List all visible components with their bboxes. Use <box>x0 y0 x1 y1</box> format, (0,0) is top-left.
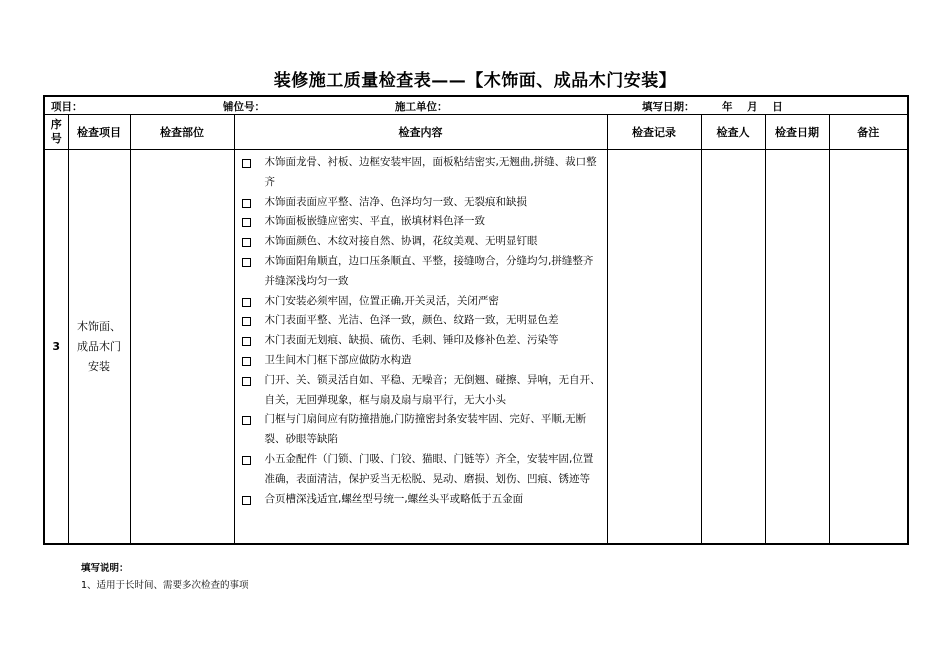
check-item-text: 门开、关、锁灵活自如、平稳、无噪音；无倒翘、碰擦、异响，无自开、自关，无回弹现象，框与扇及扇与扇平行，无大小头 <box>264 373 601 406</box>
check-item-text: 木饰面颜色、木纹对接自然、协调，花纹美观、无明显钉眼 <box>264 235 538 248</box>
header-inspector: 检查人 <box>701 115 765 150</box>
check-item-text: 木饰面龙骨、衬板、边框安装牢固，面板粘结密实,无翘曲,拼缝、裁口整齐 <box>264 156 597 188</box>
checkbox-icon[interactable] <box>242 199 251 208</box>
check-item-text: 木饰面板嵌缝应密实、平直，嵌填材料色泽一致 <box>264 215 485 228</box>
check-item <box>239 410 603 450</box>
check-item <box>239 252 603 292</box>
check-item <box>239 450 603 490</box>
header-row <box>44 115 908 150</box>
page-title: 装修施工质量检查表——【木饰面、成品木门安装】 <box>273 71 677 91</box>
checkbox-icon[interactable] <box>242 337 251 346</box>
check-item <box>239 351 603 371</box>
header-inspect-date: 检查日期 <box>765 115 829 150</box>
checkbox-icon[interactable] <box>242 159 251 168</box>
check-item-text: 木门表面无划痕、缺损、硫伤、毛刺、锤印及修补色差、污染等 <box>264 334 559 347</box>
checkbox-icon[interactable] <box>242 496 251 505</box>
date-label: 填写日期： <box>642 101 695 113</box>
row-record[interactable] <box>607 150 701 545</box>
check-item <box>239 331 603 351</box>
checkbox-icon[interactable] <box>242 258 251 267</box>
checkbox-icon[interactable] <box>242 298 251 307</box>
checkbox-icon[interactable] <box>242 416 251 425</box>
inspection-table <box>43 95 909 545</box>
check-item <box>239 212 603 232</box>
check-list <box>239 153 603 509</box>
row-item: 木饰面、 成品木门 安装 <box>68 150 130 545</box>
checkbox-icon[interactable] <box>242 357 251 366</box>
checkbox-icon[interactable] <box>242 218 251 227</box>
contractor-label: 施工单位： <box>395 101 448 113</box>
row-inspector[interactable] <box>701 150 765 545</box>
unit-no-label: 铺位号： <box>223 101 265 113</box>
check-item-text: 木门安装必须牢固，位置正确,开关灵活，关闭严密 <box>264 294 499 307</box>
header-content: 检查内容 <box>234 115 607 150</box>
header-item: 检查项目 <box>68 115 130 150</box>
check-item-text: 木饰面阳角顺直，边口压条顺直、平整，接缝吻合，分缝均匀,拼缝整齐并缝深浅均匀一致 <box>264 254 594 287</box>
row-remarks[interactable] <box>829 150 908 545</box>
row-inspect-date[interactable] <box>765 150 829 545</box>
check-item <box>239 371 603 411</box>
check-item <box>239 490 603 510</box>
row-content <box>234 150 607 545</box>
check-item <box>239 232 603 252</box>
check-item-text: 合页槽深浅适宜,螺丝型号统一,螺丝头平或略低于五金面 <box>264 492 524 505</box>
project-label: 项目： <box>51 101 83 113</box>
row-seq: 3 <box>44 150 68 545</box>
checkbox-icon[interactable] <box>242 456 251 465</box>
check-item-text: 木门表面平整、光洁、色泽一致，颜色、纹路一致，无明显色差 <box>264 314 559 327</box>
check-item <box>239 292 603 312</box>
table-row <box>44 150 908 545</box>
check-item <box>239 193 603 213</box>
date-fields: 年 月 日 <box>722 101 783 113</box>
header-record: 检查记录 <box>607 115 701 150</box>
check-item-text: 小五金配件（门锁、门吸、门铰、猫眼、门链等）齐全，安装牢固,位置准确，表面清洁，保护妥当无松脱、晃动、磨损、划伤、凹痕、锈迹等 <box>264 452 594 485</box>
check-item-text: 门框与门扇间应有防撞措施,门防撞密封条安装牢固、完好、平顺,无断裂、砂眼等缺陷 <box>264 413 587 446</box>
header-location: 检查部位 <box>130 115 234 150</box>
check-item <box>239 153 603 193</box>
checkbox-icon[interactable] <box>242 238 251 247</box>
header-remarks: 备注 <box>829 115 908 150</box>
check-item-text: 卫生间木门框下部应做防水构造 <box>264 353 412 366</box>
row-location[interactable] <box>130 150 234 545</box>
checkbox-icon[interactable] <box>242 317 251 326</box>
notes-title: 填写说明： <box>81 563 129 574</box>
check-item <box>239 311 603 331</box>
checkbox-icon[interactable] <box>242 377 251 386</box>
check-item-text: 木饰面表面应平整、洁净、色泽均匀一致、无裂痕和缺损 <box>264 195 527 208</box>
info-row <box>44 96 908 115</box>
header-seq: 序号 <box>44 115 68 150</box>
notes-item: 1、适用于长时间、需要多次检查的事项 <box>81 580 249 591</box>
